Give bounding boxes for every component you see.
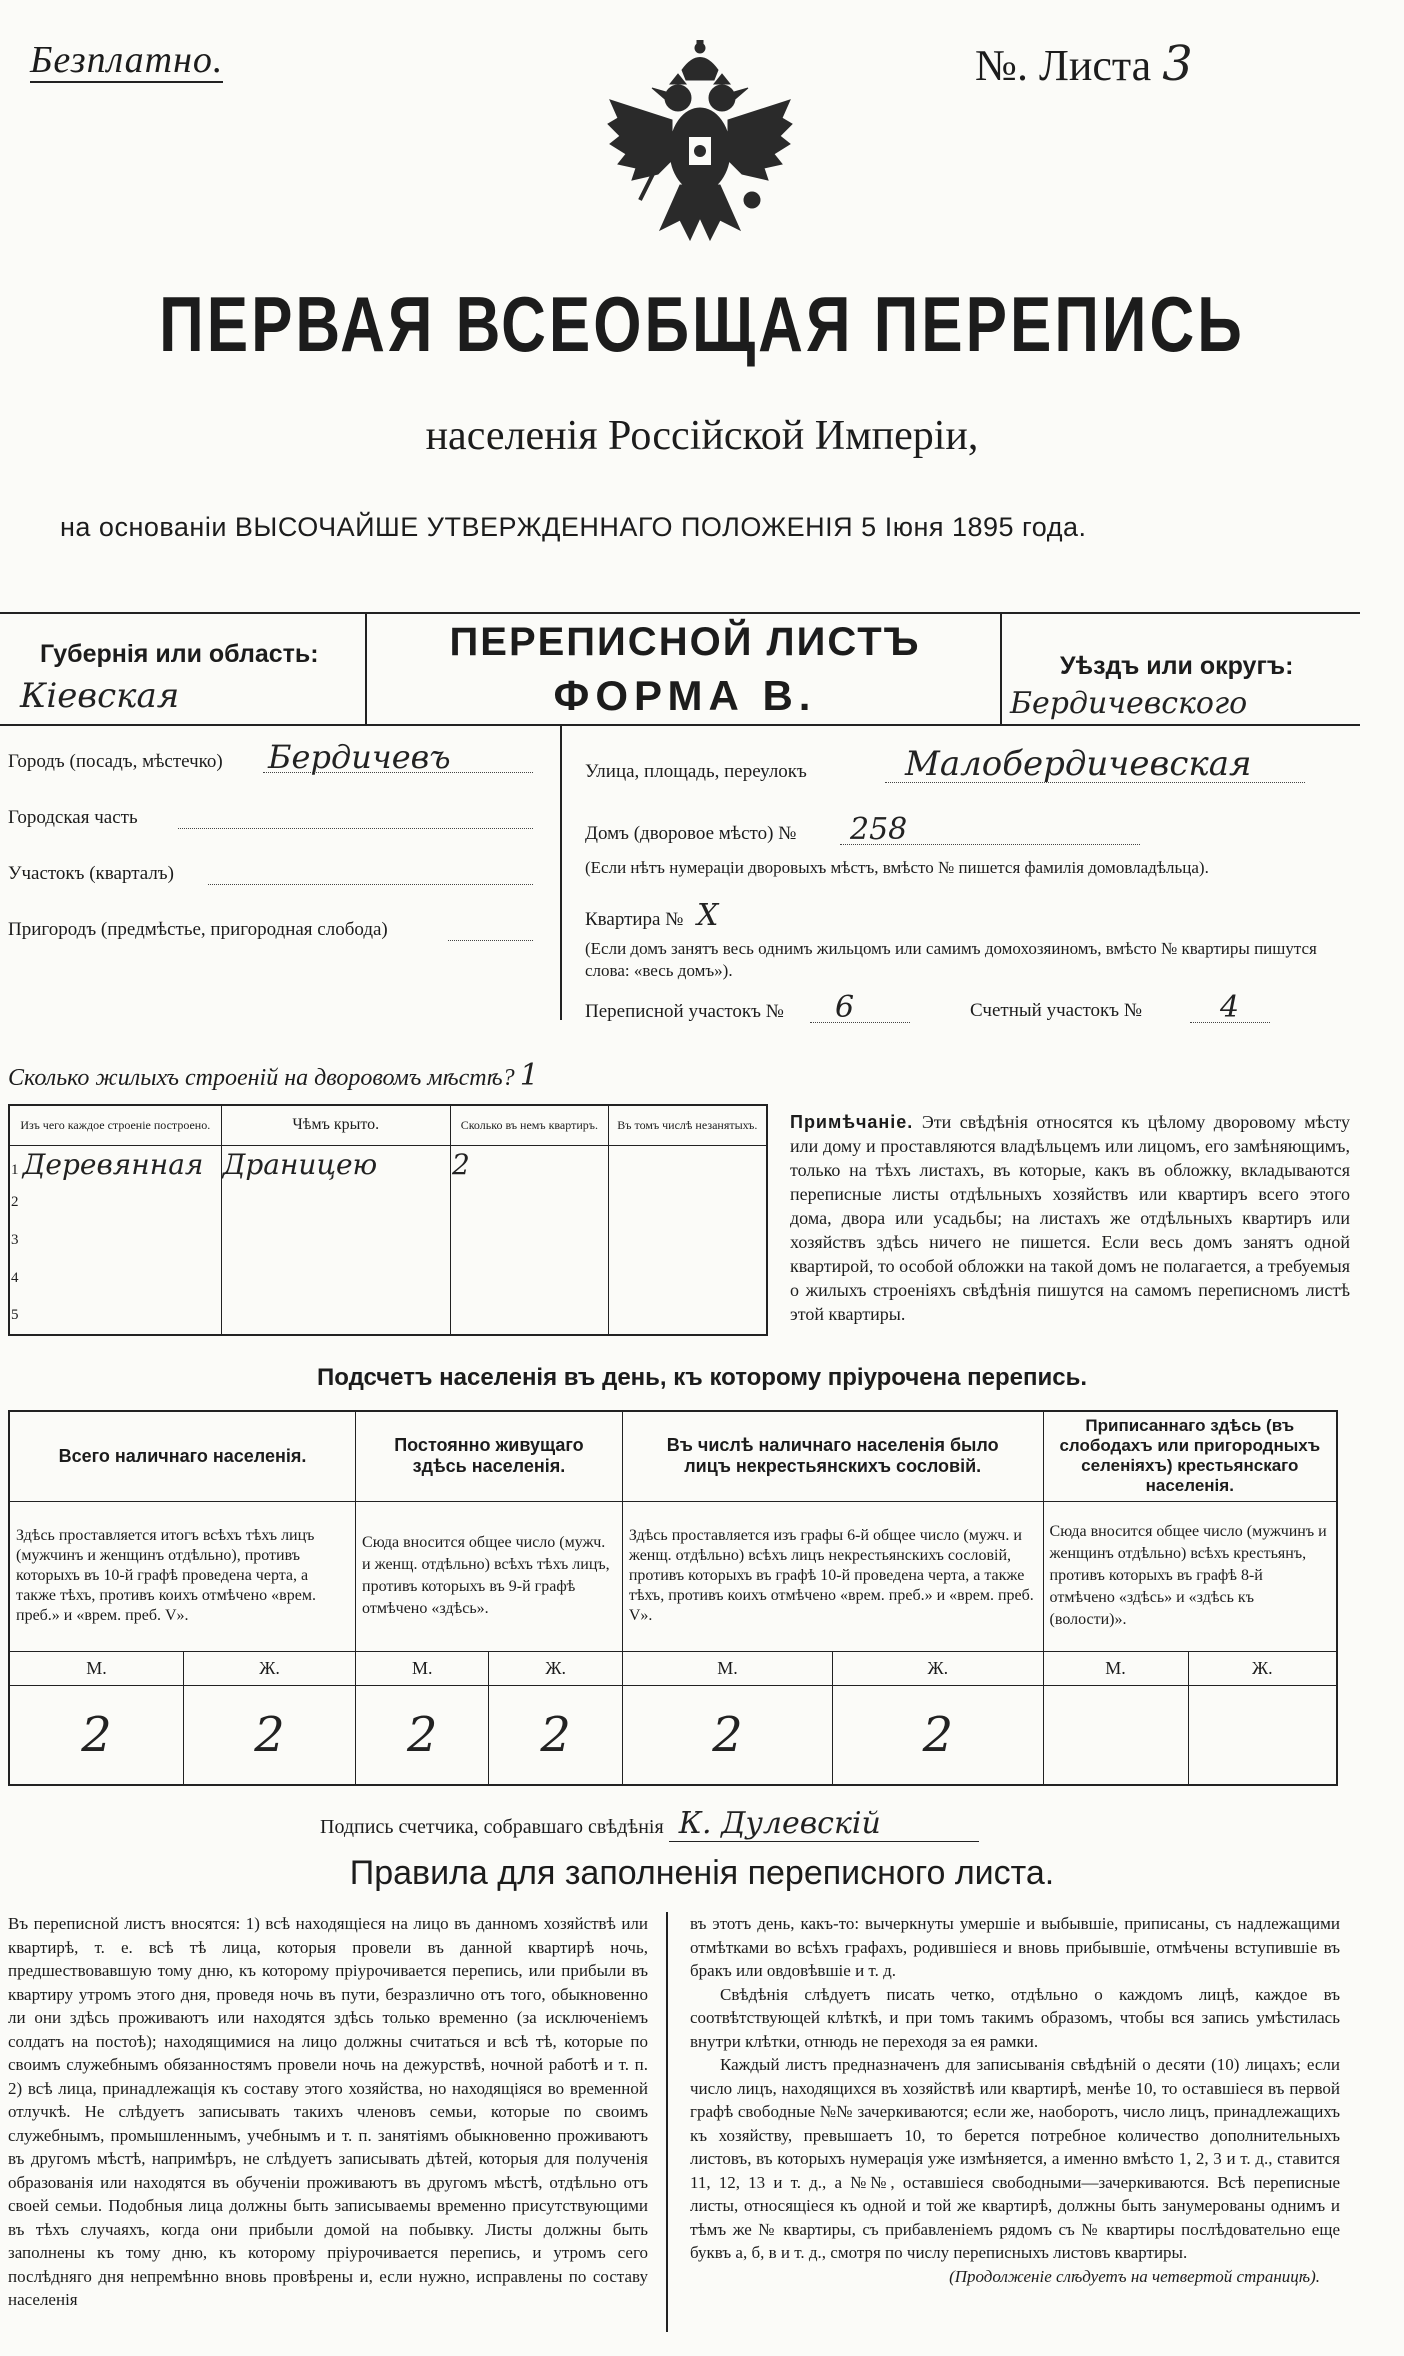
count-mf-row	[9, 1651, 1337, 1685]
buildings-answer: 1	[519, 1058, 539, 1093]
left-fields	[8, 738, 568, 974]
rules-right-p1: въ этотъ день, какъ-то: вычеркнуты умершіе и выбывшіе, приписаны, съ надлежащими отмѣтками во всѣхъ графахъ, родившіеся и вновь прибывшіе, отмѣчены вступившіе въ бракъ или овдовѣвшіе и т. д.	[690, 1914, 1340, 1980]
address-divider	[560, 726, 562, 1020]
subtitle: населенія Россійской Имперіи,	[425, 413, 979, 459]
rules-right-p2: Свѣдѣнія слѣдуетъ писать четко, отдѣльно о каждомъ лицѣ, каждое въ соотвѣтствующей клѣткѣ, и при томъ такимъ образомъ, чтобы вся запись умѣстилась внутри клѣтки, отнюдь не переходя за ея рамки.	[690, 1984, 1340, 2051]
city-label: Городъ (посадъ, мѣстечко)	[8, 751, 223, 772]
count-col-peasant: Приписаннаго здѣсь (въ слободахъ или пригородныхъ селеніяхъ) крестьянскаго населенія.	[1043, 1411, 1337, 1501]
signature-value: К. Дулевскій	[669, 1806, 979, 1842]
free-label	[30, 38, 223, 82]
apartment-label: Квартира №	[585, 909, 684, 930]
free-label-text: Безплатно.	[30, 39, 224, 81]
m-label: М.	[9, 1651, 184, 1685]
district-value: Бердичевского	[1010, 686, 1248, 721]
main-title: ПЕРВАЯ ВСЕОБЩАЯ ПЕРЕПИСЬ	[159, 282, 1245, 369]
table-row	[9, 1221, 767, 1259]
count-col-nonpeasant: Въ числѣ наличнаго населенія было лицъ некрестьянскихъ сословій.	[622, 1411, 1043, 1501]
basis-line: на основаніи ВЫСОЧАЙШЕ УТВЕРЖДЕННАГО ПОЛОЖЕНІЯ 5 Іюня 1895 года.	[60, 512, 1087, 542]
apartment-value: Х	[697, 898, 719, 933]
row-number: 2	[9, 1183, 221, 1221]
sheet-number-label: №. Листа	[975, 41, 1152, 90]
row-number: 3	[9, 1221, 221, 1259]
row-roof-value: Драницею	[221, 1145, 450, 1183]
count-values-row	[9, 1685, 1337, 1785]
count-table	[8, 1410, 1338, 1786]
row-material-value: Деревянная	[22, 1147, 204, 1181]
count-col-permanent: Постоянно живущаго здѣсь населенія.	[356, 1411, 623, 1501]
count-permanent-f: 2	[489, 1685, 622, 1785]
m-label: М.	[622, 1651, 832, 1685]
signature-line	[320, 1806, 1120, 1842]
signature-label: Подпись счетчика, собравшаго свѣдѣнія	[320, 1816, 664, 1838]
count-area-label: Счетный участокъ №	[970, 1000, 1142, 1021]
count-desc-nonpeasant: Здѣсь проставляется изъ графы 6-й общее число (мужч. и женщ. отдѣльно) всѣхъ лицъ некрестьянскихъ сословій, противъ которыхъ въ графѣ 10-й проведена черта, а также тѣхъ, противъ коихъ отмѣчено «врем. преб.» и «врем. преб. V».	[622, 1501, 1043, 1651]
row-vacant-value	[608, 1145, 767, 1183]
sheet-number	[975, 36, 1193, 92]
rules-continuation: (Продолженіе слѣдуетъ на четвертой страницѣ).	[949, 2266, 1320, 2286]
house-value: 258	[850, 812, 908, 847]
city-part-label: Городская часть	[8, 807, 138, 828]
table-row	[9, 1297, 767, 1335]
count-title: Подсчетъ населенія въ день, къ которому пріурочена перепись.	[317, 1364, 1087, 1391]
rules-right-column	[690, 1912, 1340, 2288]
ward-field	[8, 862, 568, 918]
row-material	[9, 1145, 221, 1183]
count-desc-row	[9, 1501, 1337, 1651]
census-area-value: 6	[835, 990, 855, 1025]
count-total-f: 2	[184, 1685, 356, 1785]
count-col-total: Всего наличнаго населенія.	[9, 1411, 356, 1501]
form-title-line2: ФОРМА В.	[553, 672, 817, 719]
count-area-value: 4	[1220, 990, 1240, 1025]
census-area-label: Переписной участокъ №	[585, 1001, 784, 1022]
city-field	[8, 738, 568, 806]
col-material: Изъ чего каждое строеніе построено.	[9, 1105, 221, 1145]
note-head: Примѣчаніе.	[790, 1112, 914, 1132]
col-roof: Чѣмъ крыто.	[221, 1105, 450, 1145]
count-desc-total: Здѣсь проставляется итогъ всѣхъ тѣхъ лицъ (мужчинъ и женщинъ отдѣльно), противъ которыхъ въ 10-й графѣ проведена черта, а также тѣхъ, противъ коихъ отмѣчено «врем. преб.» и «врем. преб. V».	[9, 1501, 356, 1651]
city-part-field	[8, 806, 568, 862]
buildings-table-header	[9, 1105, 767, 1145]
rules-left-column: Въ переписной листъ вносятся: 1) всѣ находящіеся на лицо въ данномъ хозяйствѣ или квартирѣ, т. е. всѣ тѣ лица, которыя провели въ данной квартирѣ ночь, предшествовавшую тому дню, къ которому пріурочивается перепись, или прибыли въ квартиру утромъ этого дня, проведя ночь въ пути, безразлично отъ того, обыкновенно ли они здѣсь проживаютъ или находятся здѣсь только временно (за исключеніемъ солдатъ на постоѣ); находящимися на лицо должны считаться и всѣ тѣ, которые по своимъ служебнымъ обязанностямъ провели ночь на дежурствѣ, ночной работѣ и т. п. 2) всѣ лица, принадлежащія къ составу этого хозяйства, но находящіяся во временной отлучкѣ. Не слѣдуетъ записывать такихъ членовъ семьи, которые по своимъ служебнымъ, промышленнымъ, учебнымъ и т. п. занятіямъ обыкновенно проживаютъ въ другомъ мѣстѣ, напримѣръ, не слѣдуетъ записывать дѣтей, которыя для полученія образованія или находятся въ обученіи проживаютъ въ другомъ мѣстѣ, отдѣльно отъ своей семьи. Подобныя лица должны быть записываемы временно присутствующими въ тѣхъ случаяхъ, когда они прибыли домой на побывку. Листы должны быть заполнены къ тому дню, къ которому пріурочивается перепись, и утромъ сего послѣдняго дня непремѣнно вновь провѣрены и, если нужно, исправлены по составу населенія	[8, 1914, 648, 2309]
house-note: (Если нѣтъ нумераціи дворовыхъ мѣстъ, вмѣсто № пишется фамилія домовладѣльца).	[585, 858, 1209, 877]
ward-label: Участокъ (кварталъ)	[8, 863, 174, 884]
note-text: Эти свѣдѣнія относятся къ цѣлому дворовому мѣсту или дому и проставляются владѣльцемъ или лицомъ, его замѣняющимъ, только на тѣхъ листахъ, въ которые, какъ въ обложку, вкладываются переписные листы отдѣльныхъ хозяйствъ или квартиръ всего этого дома, двора или усадьбы; на листахъ же отдѣльныхъ квартиръ или хозяйствъ здѣсь ничего не пишется. Если весь домъ занятъ одной квартирой, то особой обложки на такой домъ не полагается, а требуемыя о жилыхъ строеніяхъ свѣдѣнія пишутся на самомъ переписномъ листѣ этой квартиры.	[790, 1112, 1351, 1324]
house-label: Домъ (дворовое мѣсто) №	[585, 823, 797, 844]
right-fields	[585, 744, 1365, 1040]
imperial-eagle-emblem	[600, 40, 800, 250]
table-row	[9, 1145, 767, 1183]
form-top-rule	[0, 612, 1360, 614]
m-label: М.	[1043, 1651, 1188, 1685]
count-peasant-m	[1043, 1685, 1188, 1785]
rules-column-divider	[666, 1912, 668, 2332]
count-nonpeasant-f: 2	[833, 1685, 1043, 1785]
house-field	[585, 812, 1365, 858]
f-label: Ж.	[489, 1651, 622, 1685]
street-field	[585, 744, 1365, 822]
suburb-label: Пригородъ (предмѣстье, пригородная слобода)	[8, 919, 388, 940]
province-label: Губернія или область:	[40, 640, 319, 668]
count-peasant-f	[1188, 1685, 1337, 1785]
f-label: Ж.	[833, 1651, 1043, 1685]
row-number: 1	[11, 1161, 19, 1178]
form-divider-right	[1000, 612, 1002, 724]
district-label: Уѣздъ или округъ:	[1060, 652, 1294, 680]
f-label: Ж.	[184, 1651, 356, 1685]
street-label: Улица, площадь, переулокъ	[585, 761, 807, 782]
city-value: Бердичевъ	[268, 738, 451, 776]
form-bottom-rule	[0, 724, 1360, 726]
apartment-note: (Если домъ занятъ весь однимъ жильцомъ или самимъ домохозяиномъ, вмѣсто № квартиры пишутся слова: «весь домъ»).	[585, 939, 1317, 980]
row-number: 4	[9, 1259, 221, 1297]
count-permanent-m: 2	[356, 1685, 489, 1785]
count-nonpeasant-m: 2	[622, 1685, 832, 1785]
m-label: М.	[356, 1651, 489, 1685]
count-desc-peasant: Сюда вносится общее число (мужчинъ и женщинъ отдѣльно) всѣхъ крестьянъ, противъ которыхъ въ графѣ 8-й отмѣчено «здѣсь» и «здѣсь къ (волости)».	[1043, 1501, 1337, 1651]
suburb-field	[8, 918, 568, 974]
sheet-number-value: 3	[1162, 36, 1193, 92]
table-row	[9, 1259, 767, 1297]
count-total-m: 2	[9, 1685, 184, 1785]
row-number: 5	[9, 1297, 221, 1335]
rules-right-p3: Каждый листъ предназначенъ для записыванія свѣдѣній о десяти (10) лицахъ; если число лицъ, находящихся въ хозяйствѣ или квартирѣ, менѣе 10, то оставшіеся въ первой графѣ свободные №№ зачеркиваются; если же, наоборотъ, число лицъ, принадлежащихъ къ хозяйству, превышаетъ 10, то берется потребное количество дополнительныхъ листовъ, въ которыхъ нумерація уже измѣняется, а именно вмѣсто 1, 2, 3 и т. д., ставится 11, 12, 13 и т. д., а №№, оставшіеся свободными—зачеркиваются. Всѣ переписные листы, относящіеся къ одной и той же квартирѣ, должны быть занумерованы однимъ и тѣмъ же № квартиры, съ прибавленіемъ рядомъ съ № квартиры послѣдовательно еще буквъ а, б, в и т. д., смотря по числу переписныхъ листовъ квартиры.	[690, 2055, 1340, 2262]
census-areas	[585, 990, 1365, 1040]
rules-title: Правила для заполненія переписного листа.	[349, 1854, 1055, 1892]
row-apartments-value: 2	[450, 1145, 608, 1183]
street-value: Малобердичевская	[905, 744, 1252, 784]
count-desc-permanent: Сюда вносится общее число (мужч. и женщ. отдѣльно) всѣхъ тѣхъ лицъ, противъ которыхъ въ 9-й графѣ отмѣчено «здѣсь».	[356, 1501, 623, 1651]
buildings-question	[8, 1058, 768, 1093]
form-title-line1: ПЕРЕПИСНОЙ ЛИСТЪ	[449, 620, 921, 664]
buildings-table	[8, 1104, 768, 1336]
col-vacant: Въ томъ числѣ незанятыхъ.	[608, 1105, 767, 1145]
count-head-row	[9, 1411, 1337, 1501]
buildings-question-text: Сколько жилыхъ строеній на дворовомъ мѣстѣ?	[8, 1065, 515, 1091]
note-block	[790, 1110, 1350, 1326]
form-divider-left	[365, 612, 367, 724]
apartment-field	[585, 898, 1365, 938]
province-value: Кіевская	[20, 676, 180, 716]
col-apartments: Сколько въ немъ квартиръ.	[450, 1105, 608, 1145]
f-label: Ж.	[1188, 1651, 1337, 1685]
table-row	[9, 1183, 767, 1221]
